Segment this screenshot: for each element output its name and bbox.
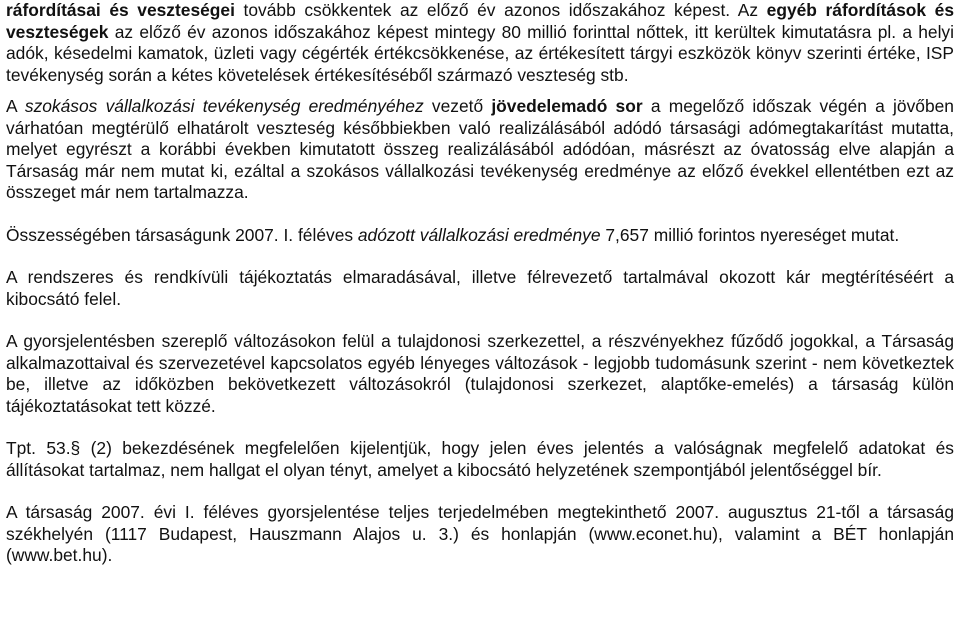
italic-phrase-taxed-result: adózott vállalkozási eredménye (357, 224, 601, 245)
paragraph-gap (6, 204, 954, 225)
text-segment: vezető (423, 96, 492, 116)
bold-phrase-expenses: ráfordításai és veszteségei (6, 0, 235, 20)
paragraph-gap (6, 481, 954, 502)
text-segment: tovább csökkentek az előző év azonos időszakához képest. Az (234, 0, 767, 20)
bold-phrase-income-tax-line: jövedelemadó sor (491, 96, 643, 116)
paragraph-gap (6, 310, 954, 331)
italic-phrase-ordinary-result: szokásos vállalkozási tevékenység eredményéhez (24, 96, 424, 116)
text-segment: 7,657 millió forintos nyereséget mutat. (600, 224, 900, 245)
text-segment: a megelőző időszak végén a jövőben várhatóan megtérülő elhatárolt veszteség későbbiekben való realizálásából adódó társasági adómegtakarítást mutatta, melyet egyrészt a korábbi években kimutatott összeg realizálásából adódóan, másrészt az óvatosság elve alapján a Társaság már nem mutat ki, ezáltal a szokásos vállalkozási tevékenység eredménye az előző évekkel ellentétben ezt az összeget már nem tartalmazza. (6, 96, 954, 202)
paragraph-changes: A gyorsjelentésben szereplő változásokon felül a tulajdonosi szerkezettel, a részvényekhez fűződő jogokkal, a Társaság alkalmazottaival és szervezetével kapcsolatos egyéb lényeges változások - legjobb tudomásunk szerint - nem következtek be, illetve az időközben bekövetkezett változásokról (tulajdonosi szerkezet, alaptőke-emelés) a társaság külön tájékoztatásokat tett közzé. (6, 331, 954, 416)
paragraph-summary (6, 225, 954, 247)
paragraph-gap (6, 86, 954, 96)
paragraph-availability: A társaság 2007. évi I. féléves gyorsjelentése teljes terjedelmében megtekinthető 2007. augusztus 21-től a társaság székhelyén (1117 Budapest, Hauszmann Alajos u. 3.) és honlapján (www.econet.hu), valamint a BÉT honlapján (www.bet.hu). (6, 502, 954, 565)
paragraph-income-tax (6, 96, 954, 204)
bold-phrase-other-expenses: egyéb ráfordítások és veszteségek (6, 0, 954, 42)
paragraph-gap (6, 417, 954, 438)
paragraph-liability: A rendszeres és rendkívüli tájékoztatás elmaradásával, illetve félrevezető tartalmával okozott kár megtérítéséért a kibocsátó felel. (6, 267, 954, 309)
text-segment: A (6, 96, 25, 116)
paragraph-declaration: Tpt. 53.§ (2) bekezdésének megfelelően kijelentjük, hogy jelen éves jelentés a valóságnak megfelelő adatokat és állításokat tartalmaz, nem hallgat el olyan tényt, amelyet a kibocsátó helyzetének szempontjából jelentőséggel bír. (6, 438, 954, 480)
text-segment: Összességében társaságunk 2007. I. féléves (6, 224, 358, 245)
paragraph-gap (6, 246, 954, 267)
document-page (6, 0, 954, 567)
text-segment: az előző év azonos időszakához képest mintegy 80 millió forinttal nőttek, itt kerültek kimutatásra pl. a helyi adók, késedelmi kamatok, üzleti vagy cégérték értékcsökkenése, az értékesített tárgyi eszközök könyv szerinti értéke, ISP tevékenység során a kétes követelések értékesítéséből származó veszteség stb. (6, 21, 954, 85)
paragraph-expenses (6, 0, 954, 86)
